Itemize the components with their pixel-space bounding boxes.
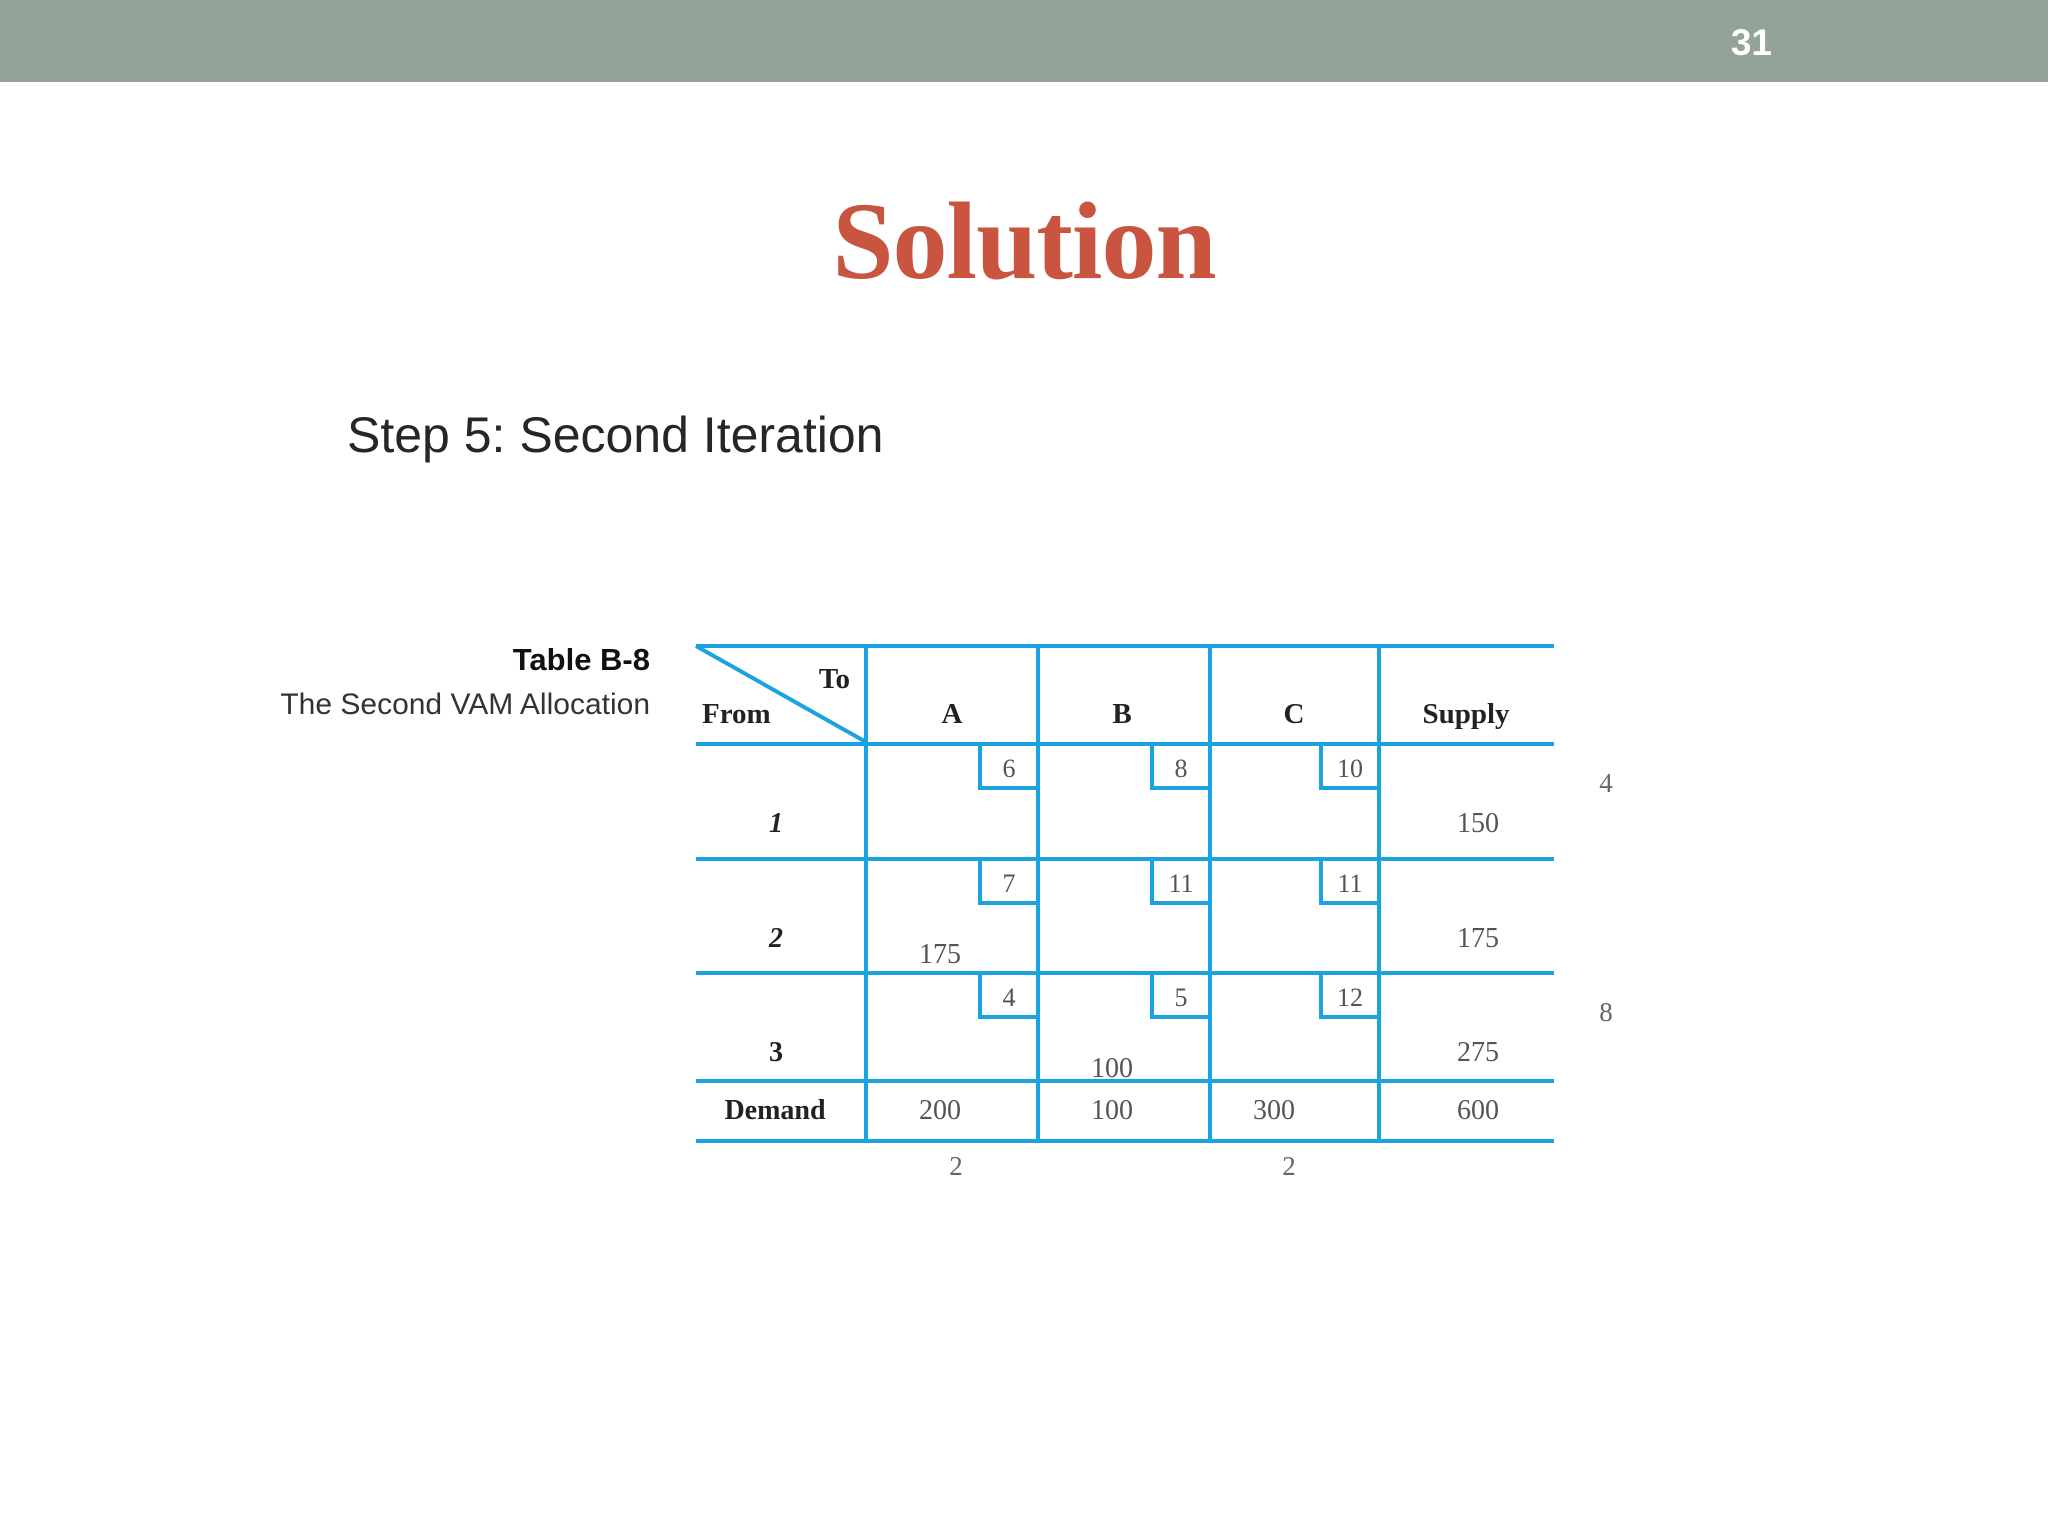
unit-cost: 10 [1337, 754, 1363, 783]
column-penalty: 2 [1282, 1151, 1296, 1181]
corner-from-label: From [702, 698, 771, 730]
unit-cost: 6 [1002, 754, 1016, 783]
demand-value: 100 [1091, 1095, 1133, 1126]
supply-value: 275 [1457, 1037, 1499, 1068]
column-header-c: C [1283, 698, 1305, 730]
column-header-b: B [1112, 698, 1132, 730]
slide-number: 31 [1730, 22, 1772, 63]
demand-label: Demand [724, 1095, 826, 1126]
column-header-supply: Supply [1422, 698, 1510, 730]
table-caption-title: Table B-8 [512, 642, 650, 677]
unit-cost: 11 [1168, 869, 1194, 898]
unit-cost: 5 [1174, 983, 1188, 1012]
slide-title: Solution [832, 180, 1216, 302]
slide-subtitle: Step 5: Second Iteration [347, 407, 884, 463]
supply-value: 175 [1457, 923, 1499, 954]
row-penalty: 4 [1599, 768, 1613, 798]
column-header-a: A [941, 698, 963, 730]
allocation-value: 175 [919, 939, 961, 970]
row-label: 1 [769, 808, 783, 839]
unit-cost: 11 [1337, 869, 1363, 898]
unit-cost: 7 [1002, 869, 1016, 898]
row-label: 3 [769, 1037, 783, 1068]
demand-value: 300 [1253, 1095, 1295, 1126]
demand-value: 200 [919, 1095, 961, 1126]
row-label: 2 [769, 923, 783, 954]
unit-cost: 4 [1002, 983, 1016, 1012]
allocation-value: 100 [1091, 1053, 1133, 1084]
unit-cost: 8 [1174, 754, 1188, 783]
table-caption-subtitle: The Second VAM Allocation [280, 688, 650, 721]
row-penalty: 8 [1599, 997, 1613, 1027]
total-value: 600 [1457, 1095, 1499, 1126]
unit-cost: 12 [1337, 983, 1363, 1012]
column-penalty: 2 [949, 1151, 963, 1181]
corner-to-label: To [818, 663, 850, 695]
supply-value: 150 [1457, 808, 1499, 839]
